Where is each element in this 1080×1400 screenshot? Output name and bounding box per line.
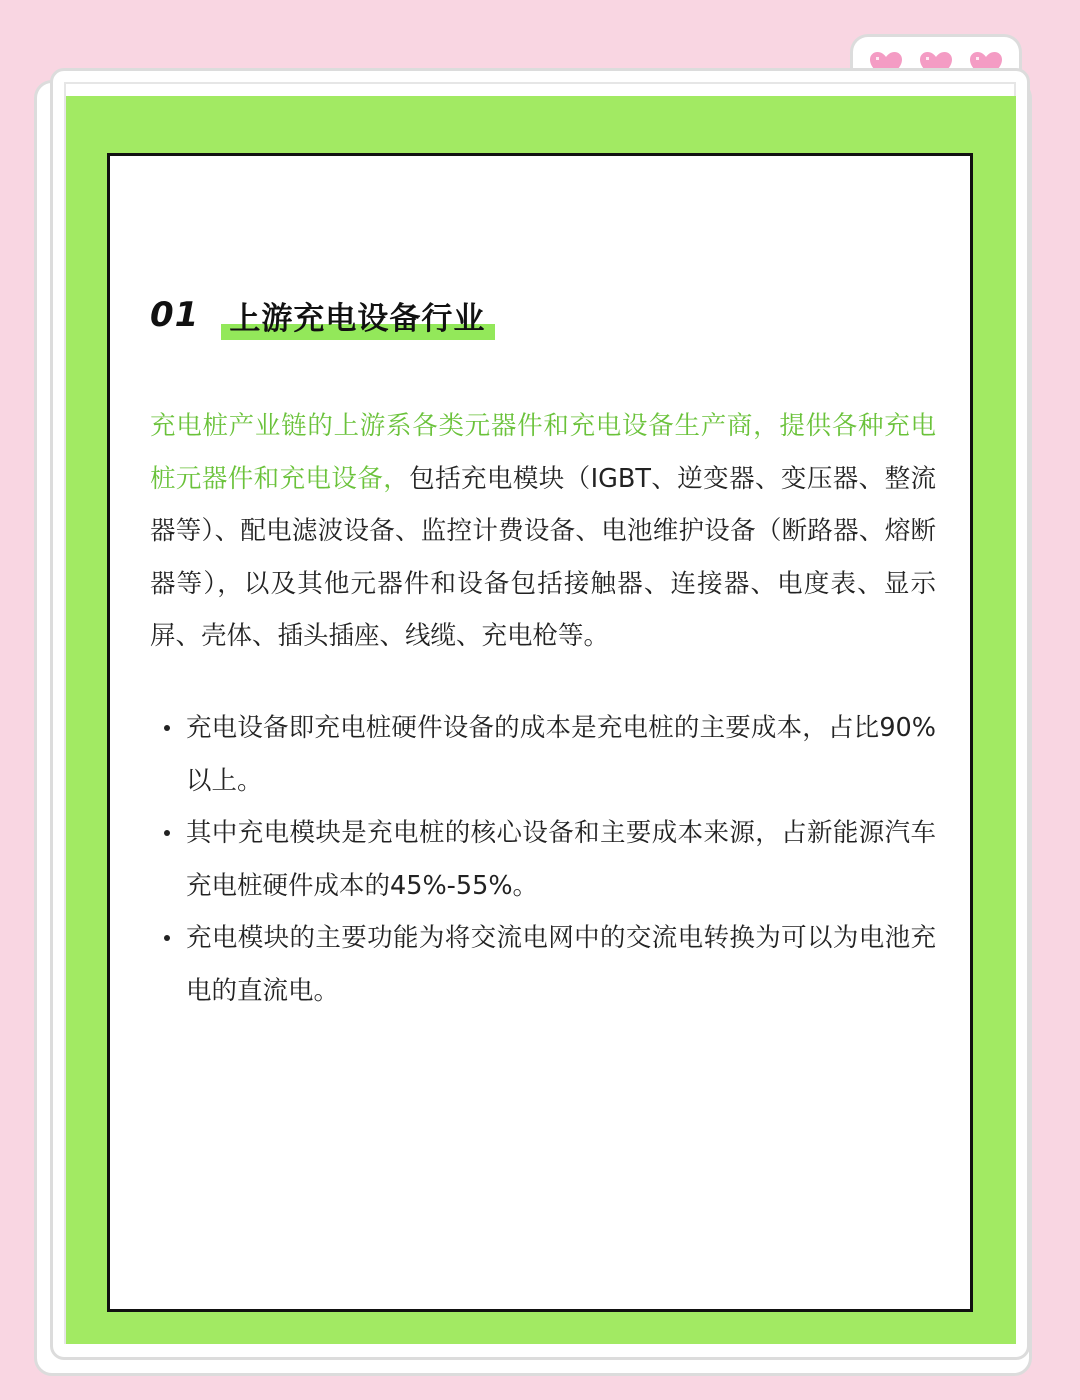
bullet-dot — [164, 830, 170, 836]
section-title-wrap — [229, 293, 485, 338]
list-item — [150, 702, 936, 807]
section-heading — [150, 290, 485, 340]
section-title: 上游充电设备行业 — [229, 300, 486, 337]
bullet-text: 充电设备即充电桩硬件设备的成本是充电桩的主要成本，占比90%以上。 — [186, 713, 936, 796]
bullet-text: 其中充电模块是充电桩的核心设备和主要成本来源，占新能源汽车充电桩硬件成本的45%-55%。 — [186, 818, 936, 901]
list-item — [150, 912, 936, 1017]
bullet-dot — [164, 935, 170, 941]
bullet-text: 充电模块的主要功能为将交流电网中的交流电转换为可以为电池充电的直流电。 — [186, 923, 936, 1006]
intro-body: 包括充电模块（IGBT、逆变器、变压器、整流器等）、配电滤波设备、监控计费设备、电池维护设备（断路器、熔断器等），以及其他元器件和设备包括接触器、连接器、电度表、显示屏、壳体、插头插座、线缆、充电枪等。 — [150, 463, 936, 651]
bullet-dot — [164, 725, 170, 731]
bullet-list — [150, 702, 936, 1017]
intro-paragraph — [150, 400, 936, 663]
list-item — [150, 807, 936, 912]
section-number: 01 — [150, 295, 200, 335]
intro-highlight: 充电桩产业链的上游系各类元器件和充电设备生产商，提供各种充电桩元器件和充电设备， — [150, 411, 936, 494]
